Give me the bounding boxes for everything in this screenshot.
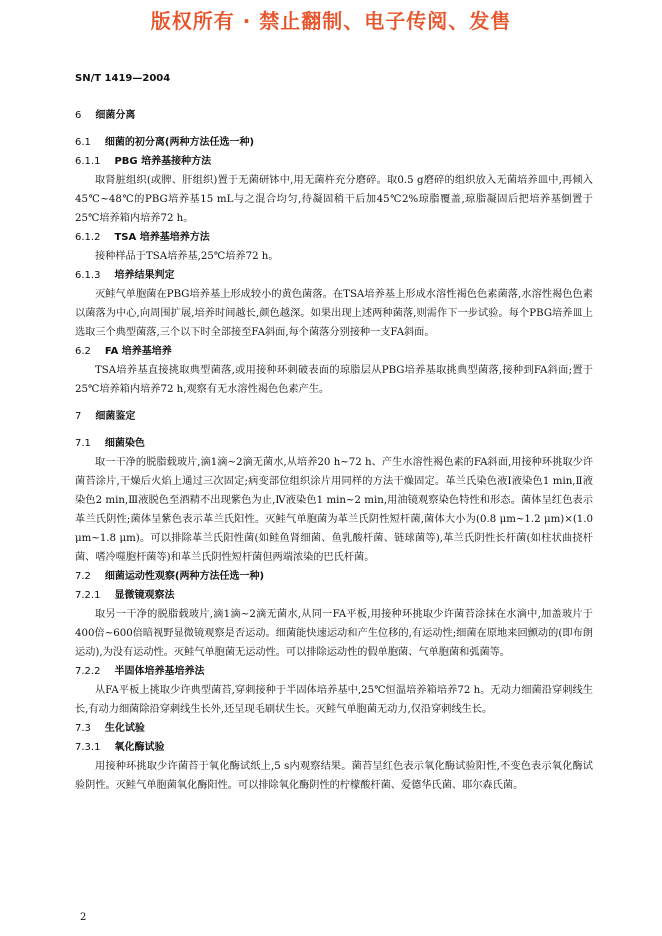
paragraph-6-1-3: 灭鲑气单胞菌在PBG培养基上形成较小的黄色菌落。在TSA培养基上形成水溶性褐色色素菌落,水溶性褐色色素以菌落为中心,向周围扩展,培养时间越长,颜色越深。如果出现上述两种菌落,则需作下一步试验。每个PBG培养皿上选取三个典型菌落,三个以下时全部接至FA斜面,每个菌落分别接种一支FA斜面。 [75, 289, 593, 338]
standard-code: SN/T 1419—2004 [75, 73, 171, 84]
paragraph-6-1-2: 接种样品于TSA培养基,25℃培养72 h。 [95, 251, 279, 262]
paragraph-7-3-1: 用接种环挑取少许菌苔于氧化酶试纸上,5 s内观察结果。菌苔呈红色表示氧化酶试验阳性,不变色表示氧化酶试验阴性。灭鲑气单胞菌氧化酶阳性。可以排除氧化酶阴性的柠檬酸杆菌、爱德华氏菌、耶尔森氏菌。 [75, 761, 593, 791]
section-heading-6: 6 细菌分离 [75, 110, 136, 121]
section-heading-6-1-2: 6.1.2 TSA 培养基培养方法 [75, 232, 210, 243]
section-heading-7-2-2: 7.2.2 半固体培养基培养法 [75, 666, 205, 677]
section-heading-7-2-1: 7.2.1 显微镜观察法 [75, 590, 175, 601]
paragraph-6-1-1: 取肾脏组织(或脾、肝组织)置于无菌研钵中,用无菌杵充分磨碎。取0.5 g磨碎的组织放入无菌培养皿中,再倾入45℃~48℃的PBG培养基15 mL与之混合均匀,待凝固稍干后加45℃2%琼脂覆盖,琼脂凝固后把培养基倒置于25℃培养箱内培养72 h。 [75, 175, 593, 224]
paragraph-7-2-1: 取另一干净的脱脂载玻片,滴1滴~2滴无菌水,从同一FA平板,用接种环挑取少许菌苔涂抹在水滴中,加盖玻片于400倍~600倍暗视野显微镜观察是否运动。细菌能快速运动和产生位移的,有运动性;细菌在原地来回颤动的(即布朗运动),为没有运动性。灭鲑气单胞菌无运动性。可以排除运动性的假单胞菌、气单胞菌和弧菌等。 [75, 609, 593, 658]
section-heading-7-3: 7.3 生化试验 [75, 723, 145, 734]
copyright-banner: 版权所有 · 禁止翻制、电子传阅、发售 [150, 9, 512, 33]
section-heading-6-1-3: 6.1.3 培养结果判定 [75, 270, 175, 281]
section-heading-7-2: 7.2 细菌运动性观察(两种方法任选一种) [75, 571, 265, 582]
section-heading-7-3-1: 7.3.1 氧化酶试验 [75, 742, 165, 753]
paragraph-7-2-2: 从FA平板上挑取少许典型菌苔,穿刺接种于半固体培养基中,25℃恒温培养箱培养72 h。无动力细菌沿穿刺线生长,有动力细菌除沿穿刺线生长外,还呈现毛刷状生长。灭鲑气单胞菌无动力,仅沿穿刺线生长。 [75, 685, 593, 715]
section-heading-6-1: 6.1 细菌的初分离(两种方法任选一种) [75, 137, 255, 148]
page-number: 2 [80, 912, 87, 923]
section-heading-6-2: 6.2 FA 培养基培养 [75, 346, 172, 357]
section-heading-6-1-1: 6.1.1 PBG 培养基接种方法 [75, 156, 212, 167]
section-heading-7: 7 细菌鉴定 [75, 411, 136, 422]
paragraph-6-2: TSA培养基直接挑取典型菌落,或用接种环刺破表面的琼脂层从PBG培养基取挑典型菌落,接种到FA斜面;置于25℃培养箱内培养72 h,观察有无水溶性褐色色素产生。 [75, 365, 593, 395]
paragraph-7-1: 取一干净的脱脂载玻片,滴1滴~2滴无菌水,从培养20 h~72 h、产生水溶性褐色素的FA斜面,用接种环挑取少许菌苔涂片,干燥后火焰上通过三次固定;病变部位组织涂片用同样的方法干燥固定。革兰氏染色液Ⅰ液染色1 min,Ⅱ液染色2 min,Ⅲ液脱色至酒精不出现紫色为止,Ⅳ液染色1 min~2 min,用油镜观察染色特性和形态。菌体呈红色表示革兰氏阴性;菌体呈紫色表示革兰氏阳性。灭鲑气单胞菌为革兰氏阴性短杆菌,菌体大小为(0.8 μm~1.2 μm)×(1.0 μm~1.8 μm)。可以排除革兰氏阳性菌(如鲑鱼肾细菌、鱼乳酸杆菌、链球菌等),革兰氏阴性长杆菌(如柱状曲挠杆菌、嗜冷噬胞杆菌等)和革兰氏阴性短杆菌但两端浓染的巴氏杆菌。 [75, 457, 593, 563]
section-heading-7-1: 7.1 细菌染色 [75, 438, 145, 449]
document-body [75, 106, 593, 795]
